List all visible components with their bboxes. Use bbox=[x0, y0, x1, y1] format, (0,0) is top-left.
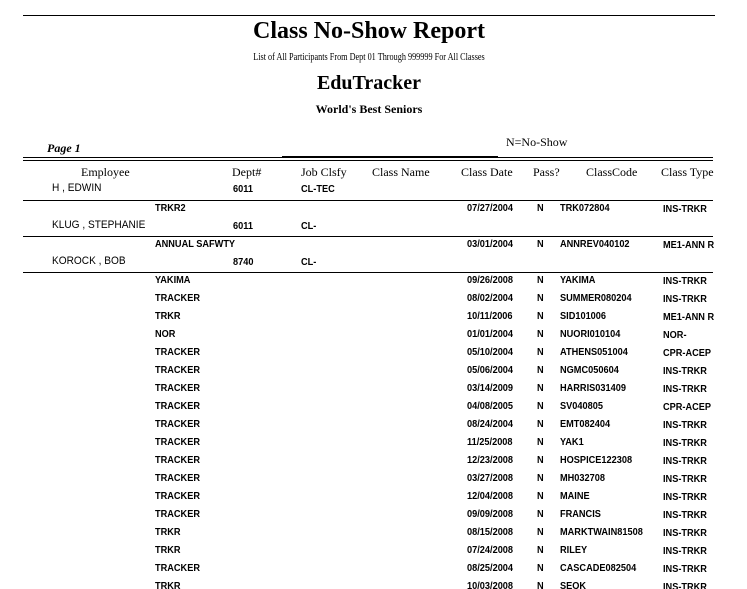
organization-name: World's Best Seniors bbox=[315, 102, 423, 116]
pass-cell: N bbox=[537, 311, 544, 322]
class-date-cell: 12/23/2008 bbox=[467, 455, 514, 466]
class-name-cell: TRACKER bbox=[155, 473, 200, 484]
pass-cell: N bbox=[537, 437, 544, 448]
class-code-cell: MH032708 bbox=[560, 473, 606, 484]
class-date-cell: 03/01/2004 bbox=[467, 239, 514, 250]
col-header-class-name: Class Name bbox=[372, 165, 430, 179]
pass-cell: N bbox=[537, 383, 544, 394]
pass-cell: N bbox=[537, 527, 544, 538]
class-date-cell: 08/15/2008 bbox=[467, 527, 514, 538]
class-date-cell: 07/27/2004 bbox=[467, 203, 514, 214]
pass-cell: N bbox=[537, 365, 544, 376]
class-code-cell: HOSPICE122308 bbox=[560, 455, 633, 466]
class-type-cell: INS-TRKR bbox=[663, 276, 707, 287]
class-date-cell: 10/03/2008 bbox=[467, 581, 514, 589]
class-date-cell: 12/04/2008 bbox=[467, 491, 514, 502]
class-type-cell: ME1-ANN R bbox=[663, 312, 715, 323]
class-name-cell: ANNUAL SAFWTY bbox=[155, 239, 236, 250]
class-date-cell: 09/26/2008 bbox=[467, 275, 514, 286]
pass-cell: N bbox=[537, 545, 544, 556]
class-type-cell: INS-TRKR bbox=[663, 564, 707, 575]
pass-cell: N bbox=[537, 329, 544, 340]
class-code-cell: HARRIS031409 bbox=[560, 383, 626, 394]
class-code-cell: YAK1 bbox=[560, 437, 584, 448]
class-date-cell: 11/25/2008 bbox=[467, 437, 513, 448]
class-name-cell: TRKR2 bbox=[155, 203, 186, 214]
class-type-cell: INS-TRKR bbox=[663, 384, 707, 395]
class-code-cell: YAKIMA bbox=[560, 275, 596, 286]
col-header-job-clsfy: Job Clsfy bbox=[301, 165, 347, 179]
class-type-cell: INS-TRKR bbox=[663, 204, 707, 215]
pass-cell: N bbox=[537, 239, 544, 250]
class-type-cell: INS-TRKR bbox=[663, 456, 707, 467]
class-code-cell: TRK072804 bbox=[560, 203, 610, 214]
pass-cell: N bbox=[537, 419, 544, 430]
header-rule-1 bbox=[23, 157, 713, 158]
class-date-cell: 08/24/2004 bbox=[467, 419, 514, 430]
col-header-dept: Dept# bbox=[232, 165, 262, 179]
class-name-cell: TRACKER bbox=[155, 401, 200, 412]
page-label: Page 1 bbox=[47, 141, 81, 155]
employee-separator bbox=[23, 272, 713, 273]
class-date-cell: 07/24/2008 bbox=[467, 545, 514, 556]
employee-name: H , EDWIN bbox=[52, 182, 102, 194]
pass-cell: N bbox=[537, 491, 544, 502]
employee-name: KOROCK , BOB bbox=[52, 255, 126, 267]
col-header-pass: Pass? bbox=[533, 165, 560, 179]
employee-job-clsfy: CL-TEC bbox=[301, 184, 335, 195]
employee-job-clsfy: CL- bbox=[301, 221, 317, 232]
class-name-cell: TRACKER bbox=[155, 347, 200, 358]
col-header-class-code: ClassCode bbox=[586, 165, 638, 179]
class-type-cell: INS-TRKR bbox=[663, 420, 707, 431]
class-type-cell: INS-TRKR bbox=[663, 528, 707, 539]
class-type-cell: CPR-ACEP bbox=[663, 348, 712, 359]
col-header-employee: Employee bbox=[81, 165, 130, 179]
class-type-cell: INS-TRKR bbox=[663, 474, 707, 485]
class-code-cell: SV040805 bbox=[560, 401, 603, 412]
class-name-cell: TRKR bbox=[155, 311, 181, 322]
class-code-cell: EMT082404 bbox=[560, 419, 611, 430]
class-name-cell: TRACKER bbox=[155, 437, 200, 448]
col-header-class-type: Class Type bbox=[661, 165, 714, 179]
class-type-cell: INS-TRKR bbox=[663, 294, 707, 305]
class-code-cell: FRANCIS bbox=[560, 509, 601, 520]
class-code-cell: SUMMER080204 bbox=[560, 293, 632, 304]
class-name-cell: TRKR bbox=[155, 545, 181, 556]
class-code-cell: NUORI010104 bbox=[560, 329, 621, 340]
header-rule-2 bbox=[23, 160, 713, 161]
pass-cell: N bbox=[537, 275, 544, 286]
report-title: Class No-Show Report bbox=[252, 18, 485, 44]
employee-job-clsfy: CL- bbox=[301, 257, 317, 268]
employee-dept: 6011 bbox=[233, 184, 253, 195]
class-date-cell: 04/08/2005 bbox=[467, 401, 514, 412]
employee-separator bbox=[23, 236, 713, 237]
class-code-cell: CASCADE082504 bbox=[560, 563, 637, 574]
class-code-cell: ANNREV040102 bbox=[560, 239, 630, 250]
class-code-cell: MARKTWAIN81508 bbox=[560, 527, 643, 538]
top-rule bbox=[23, 15, 715, 16]
class-name-cell: TRACKER bbox=[155, 455, 200, 466]
class-name-cell: TRACKER bbox=[155, 563, 200, 574]
class-type-cell: INS-TRKR bbox=[663, 510, 707, 521]
class-date-cell: 08/02/2004 bbox=[467, 293, 514, 304]
class-code-cell: ATHENS051004 bbox=[560, 347, 628, 358]
class-date-cell: 10/11/2006 bbox=[467, 311, 513, 322]
employee-dept: 8740 bbox=[233, 257, 254, 268]
pass-cell: N bbox=[537, 203, 544, 214]
class-name-cell: TRKR bbox=[155, 581, 181, 589]
class-name-cell: TRACKER bbox=[155, 365, 200, 376]
class-date-cell: 05/06/2004 bbox=[467, 365, 514, 376]
class-name-cell: TRKR bbox=[155, 527, 181, 538]
class-date-cell: 05/10/2004 bbox=[467, 347, 514, 358]
class-type-cell: INS-TRKR bbox=[663, 546, 707, 557]
class-name-cell: TRACKER bbox=[155, 419, 200, 430]
class-date-cell: 03/27/2008 bbox=[467, 473, 514, 484]
legend-no-show: N=No-Show bbox=[506, 135, 568, 149]
pass-cell: N bbox=[537, 509, 544, 520]
pass-cell: N bbox=[537, 455, 544, 466]
col-header-class-date: Class Date bbox=[461, 165, 513, 179]
report-subtitle: List of All Participants From Dept 01 Through 999999 For All Classes bbox=[253, 52, 485, 63]
app-name: EduTracker bbox=[316, 72, 422, 94]
class-name-cell: YAKIMA bbox=[155, 275, 191, 286]
pass-cell: N bbox=[537, 401, 544, 412]
employee-dept: 6011 bbox=[233, 221, 253, 232]
class-code-cell: MAINE bbox=[560, 491, 590, 502]
class-type-cell: ME1-ANN R bbox=[663, 240, 715, 251]
class-code-cell: SEOK bbox=[560, 581, 587, 589]
class-code-cell: NGMC050604 bbox=[560, 365, 619, 376]
employee-separator bbox=[23, 200, 713, 201]
pass-cell: N bbox=[537, 473, 544, 484]
class-name-cell: TRACKER bbox=[155, 293, 200, 304]
class-name-cell: TRACKER bbox=[155, 491, 200, 502]
employee-name: KLUG , STEPHANIE bbox=[52, 219, 146, 231]
class-type-cell: CPR-ACEP bbox=[663, 402, 712, 413]
class-date-cell: 08/25/2004 bbox=[467, 563, 514, 574]
class-type-cell: INS-TRKR bbox=[663, 582, 707, 589]
class-type-cell: INS-TRKR bbox=[663, 366, 707, 377]
class-date-cell: 01/01/2004 bbox=[467, 329, 514, 340]
pass-cell: N bbox=[537, 581, 544, 589]
class-type-cell: INS-TRKR bbox=[663, 438, 707, 449]
class-code-cell: RILEY bbox=[560, 545, 588, 556]
class-date-cell: 09/09/2008 bbox=[467, 509, 514, 520]
class-type-cell: NOR- bbox=[663, 330, 687, 341]
pass-cell: N bbox=[537, 563, 544, 574]
class-type-cell: INS-TRKR bbox=[663, 492, 707, 503]
class-name-cell: NOR bbox=[155, 329, 176, 340]
pass-cell: N bbox=[537, 293, 544, 304]
class-code-cell: SID101006 bbox=[560, 311, 607, 322]
class-name-cell: TRACKER bbox=[155, 383, 200, 394]
class-name-cell: TRACKER bbox=[155, 509, 200, 520]
pass-cell: N bbox=[537, 347, 544, 358]
class-date-cell: 03/14/2009 bbox=[467, 383, 514, 394]
